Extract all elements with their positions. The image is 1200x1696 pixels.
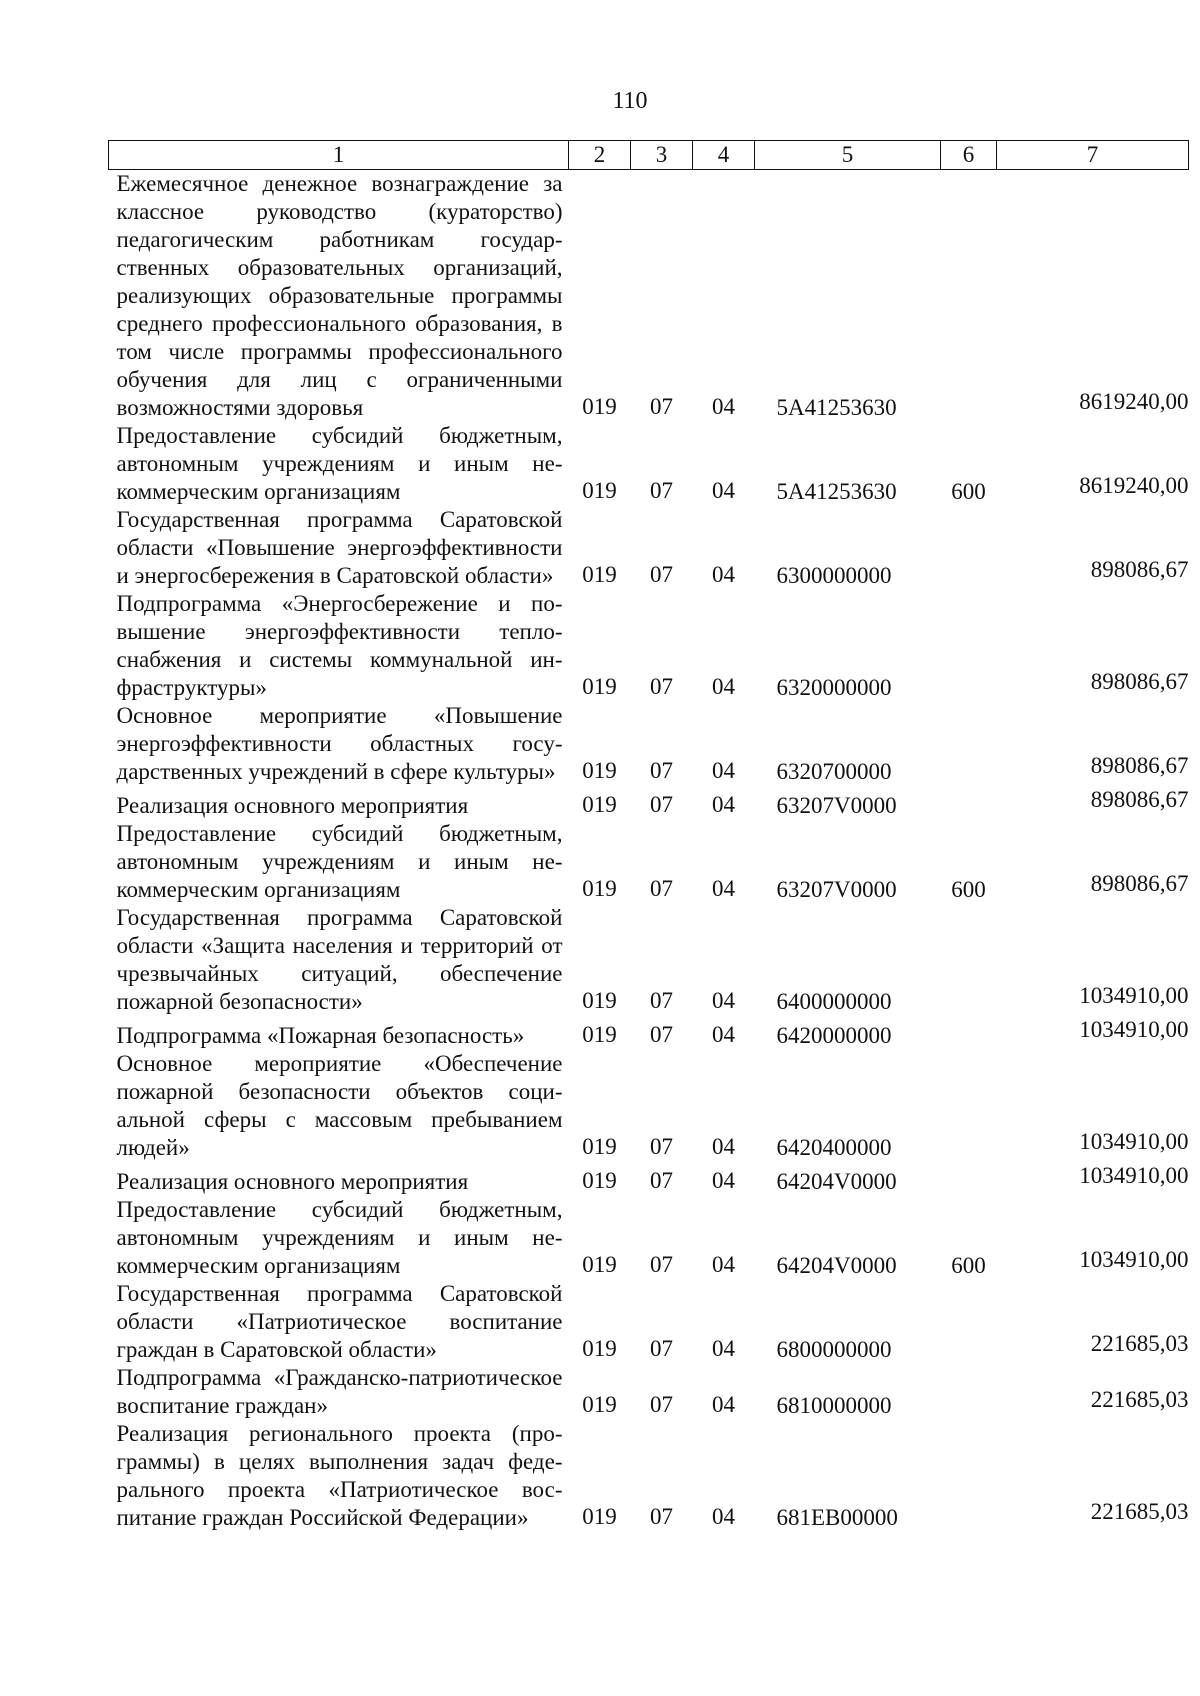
row-grbs-code: 019 bbox=[582, 674, 617, 699]
table-row bbox=[109, 1050, 1189, 1162]
row-name: Подпрограмма «Гражданско-патриотическое воспитание граждан» bbox=[116, 1365, 563, 1418]
header-col-5: 5 bbox=[755, 141, 941, 170]
row-expense-type-code bbox=[941, 1016, 997, 1050]
row-expense-type-code bbox=[941, 786, 997, 820]
row-amount: 1034910,00 bbox=[1079, 983, 1189, 1008]
row-target-article-code: 681ЕВ00000 bbox=[776, 1505, 898, 1530]
row-amount: 8619240,00 bbox=[1079, 389, 1189, 414]
row-grbs-code: 019 bbox=[582, 1392, 617, 1417]
row-section-code: 07 bbox=[650, 988, 673, 1013]
table-row bbox=[109, 1016, 1189, 1050]
row-subsection-code: 04 bbox=[712, 1134, 735, 1159]
row-section-code: 07 bbox=[650, 758, 673, 783]
header-col-2: 2 bbox=[569, 141, 631, 170]
row-section-code: 07 bbox=[650, 394, 673, 419]
row-target-article-code: 6400000000 bbox=[776, 989, 892, 1014]
row-subsection-code: 04 bbox=[712, 478, 735, 503]
row-name: Государственная программа Саратовской области «Защита населения и территорий от чрезвычайных ситуаций, обеспечение пожарной безопасности» bbox=[116, 905, 563, 1014]
row-grbs-code: 019 bbox=[582, 1336, 617, 1361]
row-expense-type-code: 600 bbox=[951, 1253, 986, 1278]
table-row bbox=[109, 506, 1189, 590]
row-expense-type-code bbox=[941, 702, 997, 786]
header-col-4: 4 bbox=[693, 141, 755, 170]
row-target-article-code: 6320700000 bbox=[776, 759, 892, 784]
table-body bbox=[109, 170, 1189, 1533]
row-amount: 1034910,00 bbox=[1079, 1017, 1189, 1042]
table-row bbox=[109, 904, 1189, 1016]
row-subsection-code: 04 bbox=[712, 1504, 735, 1529]
row-name: Государственная программа Саратовской области «Патриотическое воспитание граждан в Саратовской области» bbox=[116, 1281, 563, 1362]
table-row bbox=[109, 1364, 1189, 1420]
row-name: Ежемесячное денежное вознаграждение за классное руководство (кураторство) педагогическим работникам государственных образовательных организаций, реализующих образовательные программы среднего профессионального образования, в том числе программы профессионального обучения для лиц с ограниченными возможностями здоровья bbox=[116, 171, 563, 420]
row-expense-type-code bbox=[941, 506, 997, 590]
row-expense-type-code: 600 bbox=[951, 877, 986, 902]
row-subsection-code: 04 bbox=[712, 1252, 735, 1277]
budget-table bbox=[108, 140, 1189, 1532]
row-section-code: 07 bbox=[650, 1022, 673, 1047]
table-row bbox=[109, 702, 1189, 786]
header-col-3: 3 bbox=[631, 141, 693, 170]
row-target-article-code: 6320000000 bbox=[776, 675, 892, 700]
row-section-code: 07 bbox=[650, 674, 673, 699]
row-target-article-code: 63207V0000 bbox=[776, 793, 897, 818]
row-amount: 898086,67 bbox=[1090, 669, 1189, 694]
row-name: Подпрограмма «Энергосбережение и повышение энергоэффективности теплоснабжения и системы коммунальной инфраструктуры» bbox=[116, 591, 563, 700]
row-grbs-code: 019 bbox=[582, 562, 617, 587]
header-col-6: 6 bbox=[941, 141, 997, 170]
row-target-article-code: 64204V0000 bbox=[776, 1253, 897, 1278]
table-row bbox=[109, 170, 1189, 423]
row-expense-type-code bbox=[941, 1280, 997, 1364]
row-name: Основное мероприятие «Повышение энергоэффективности областных государственных учреждений в сфере культуры» bbox=[116, 703, 563, 784]
row-name: Реализация регионального проекта (программы) в целях выполнения задач федерального проекта «Патриотическое воспитание граждан Российской Федерации» bbox=[116, 1421, 563, 1530]
row-name: Основное мероприятие «Обеспечение пожарной безопасности объектов социальной сферы с массовым пребыванием людей» bbox=[116, 1051, 563, 1160]
row-section-code: 07 bbox=[650, 1252, 673, 1277]
row-subsection-code: 04 bbox=[712, 1336, 735, 1361]
row-grbs-code: 019 bbox=[582, 1252, 617, 1277]
row-subsection-code: 04 bbox=[712, 758, 735, 783]
row-expense-type-code bbox=[941, 1162, 997, 1196]
row-section-code: 07 bbox=[650, 1392, 673, 1417]
row-section-code: 07 bbox=[650, 1134, 673, 1159]
table-row bbox=[109, 1280, 1189, 1364]
row-grbs-code: 019 bbox=[582, 1168, 617, 1193]
row-section-code: 07 bbox=[650, 1336, 673, 1361]
row-section-code: 07 bbox=[650, 1168, 673, 1193]
row-name: Предоставление субсидий бюджетным, автономным учреждениям и иным некоммерческим организациям bbox=[116, 821, 563, 902]
row-name: Предоставление субсидий бюджетным, автономным учреждениям и иным некоммерческим организациям bbox=[116, 423, 563, 504]
header-col-7: 7 bbox=[997, 141, 1189, 170]
row-expense-type-code: 600 bbox=[951, 479, 986, 504]
row-target-article-code: 63207V0000 bbox=[776, 877, 897, 902]
table-row bbox=[109, 786, 1189, 820]
table-row bbox=[109, 1196, 1189, 1280]
row-name: Государственная программа Саратовской области «Повышение энергоэффективности и энергосбережения в Саратовской области» bbox=[116, 507, 563, 588]
row-target-article-code: 6810000000 bbox=[776, 1393, 892, 1418]
table-row bbox=[109, 820, 1189, 904]
header-col-1: 1 bbox=[109, 141, 569, 170]
row-subsection-code: 04 bbox=[712, 394, 735, 419]
row-expense-type-code bbox=[941, 1420, 997, 1532]
row-amount: 1034910,00 bbox=[1079, 1129, 1189, 1154]
row-section-code: 07 bbox=[650, 792, 673, 817]
table-row bbox=[109, 590, 1189, 702]
row-amount: 221685,03 bbox=[1090, 1499, 1189, 1524]
row-amount: 221685,03 bbox=[1090, 1331, 1189, 1356]
table-row bbox=[109, 1162, 1189, 1196]
row-name: Подпрограмма «Пожарная безопасность» bbox=[116, 1023, 525, 1048]
row-amount: 1034910,00 bbox=[1079, 1247, 1189, 1272]
row-subsection-code: 04 bbox=[712, 988, 735, 1013]
row-section-code: 07 bbox=[650, 478, 673, 503]
row-target-article-code: 6300000000 bbox=[776, 563, 892, 588]
row-grbs-code: 019 bbox=[582, 988, 617, 1013]
row-subsection-code: 04 bbox=[712, 792, 735, 817]
row-grbs-code: 019 bbox=[582, 758, 617, 783]
page-number: 110 bbox=[612, 88, 648, 114]
row-section-code: 07 bbox=[650, 562, 673, 587]
row-target-article-code: 6800000000 bbox=[776, 1337, 892, 1362]
row-amount: 221685,03 bbox=[1090, 1387, 1189, 1412]
row-subsection-code: 04 bbox=[712, 876, 735, 901]
row-subsection-code: 04 bbox=[712, 1022, 735, 1047]
row-section-code: 07 bbox=[650, 876, 673, 901]
row-expense-type-code bbox=[941, 590, 997, 702]
row-grbs-code: 019 bbox=[582, 1022, 617, 1047]
row-grbs-code: 019 bbox=[582, 876, 617, 901]
table-header bbox=[109, 141, 1189, 170]
row-section-code: 07 bbox=[650, 1504, 673, 1529]
row-amount: 1034910,00 bbox=[1079, 1163, 1189, 1188]
row-amount: 8619240,00 bbox=[1079, 473, 1189, 498]
row-target-article-code: 64204V0000 bbox=[776, 1169, 897, 1194]
row-grbs-code: 019 bbox=[582, 394, 617, 419]
row-target-article-code: 5А41253630 bbox=[776, 395, 897, 420]
row-subsection-code: 04 bbox=[712, 674, 735, 699]
row-target-article-code: 6420400000 bbox=[776, 1135, 892, 1160]
row-expense-type-code bbox=[941, 1364, 997, 1420]
row-amount: 898086,67 bbox=[1090, 753, 1189, 778]
table-row bbox=[109, 422, 1189, 506]
row-target-article-code: 6420000000 bbox=[776, 1023, 892, 1048]
row-name: Реализация основного мероприятия bbox=[116, 1169, 469, 1194]
row-grbs-code: 019 bbox=[582, 478, 617, 503]
row-amount: 898086,67 bbox=[1090, 557, 1189, 582]
row-amount: 898086,67 bbox=[1090, 871, 1189, 896]
table-row bbox=[109, 1420, 1189, 1532]
row-subsection-code: 04 bbox=[712, 1392, 735, 1417]
row-subsection-code: 04 bbox=[712, 1168, 735, 1193]
row-name: Реализация основного мероприятия bbox=[116, 793, 469, 818]
row-expense-type-code bbox=[941, 1050, 997, 1162]
row-name: Предоставление субсидий бюджетным, автономным учреждениям и иным некоммерческим организациям bbox=[116, 1197, 563, 1278]
header-row bbox=[109, 141, 1189, 170]
row-expense-type-code bbox=[941, 904, 997, 1016]
row-subsection-code: 04 bbox=[712, 562, 735, 587]
row-amount: 898086,67 bbox=[1090, 787, 1189, 812]
row-grbs-code: 019 bbox=[582, 1134, 617, 1159]
row-grbs-code: 019 bbox=[582, 792, 617, 817]
row-grbs-code: 019 bbox=[582, 1504, 617, 1529]
row-target-article-code: 5А41253630 bbox=[776, 479, 897, 504]
row-expense-type-code bbox=[941, 170, 997, 423]
